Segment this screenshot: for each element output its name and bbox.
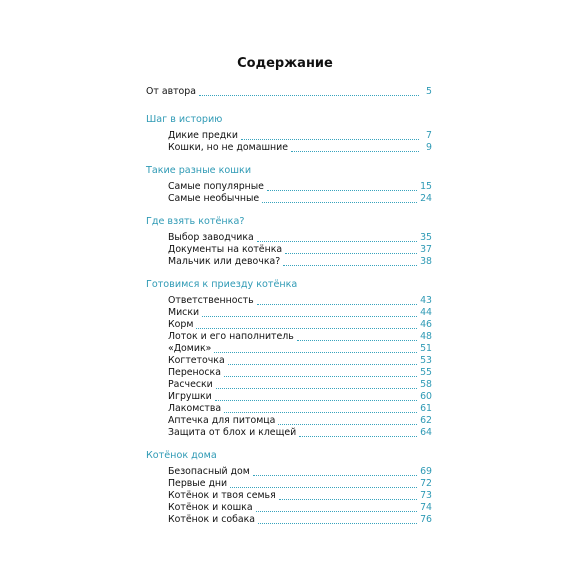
toc-entry-page: 58 xyxy=(420,379,432,390)
toc-entry[interactable] xyxy=(168,181,432,193)
toc-entry[interactable] xyxy=(168,244,432,256)
toc-entry-page: 55 xyxy=(420,367,432,378)
toc-entry[interactable] xyxy=(168,367,432,379)
dot-leader xyxy=(202,315,417,317)
toc-entry-label: Защита от блох и клещей xyxy=(168,427,297,438)
toc-entry-page: 48 xyxy=(420,331,432,342)
dot-leader xyxy=(256,510,417,512)
toc-entry[interactable] xyxy=(168,415,432,427)
toc-entry-label: Игрушки xyxy=(168,391,212,402)
toc-entry-page: 61 xyxy=(420,403,432,414)
toc-entry-label: Первые дни xyxy=(168,478,228,489)
toc-entry[interactable] xyxy=(168,379,432,391)
toc-entry-label: Самые необычные xyxy=(168,193,260,204)
toc-entry-page: 51 xyxy=(420,343,432,354)
dot-leader xyxy=(228,363,417,365)
dot-leader xyxy=(267,189,417,191)
toc-section xyxy=(146,165,432,205)
toc-entry-page: 64 xyxy=(420,427,432,438)
dot-leader xyxy=(278,423,417,425)
dot-leader xyxy=(224,375,417,377)
toc-entry-list xyxy=(146,232,432,268)
dot-leader xyxy=(216,387,417,389)
toc-section-heading[interactable]: Котёнок дома xyxy=(146,450,217,461)
toc-entry-label: Дикие предки xyxy=(168,130,239,141)
toc-entry-label: «Домик» xyxy=(168,343,212,354)
toc-entry[interactable] xyxy=(168,490,432,502)
toc-entry-label: Аптечка для питомца xyxy=(168,415,276,426)
dot-leader xyxy=(257,240,417,242)
toc-sections xyxy=(146,114,432,526)
toc-entry[interactable] xyxy=(168,256,432,268)
toc-entry[interactable] xyxy=(168,193,432,205)
toc-entry-page: 76 xyxy=(420,514,432,525)
table-of-contents xyxy=(146,86,432,537)
toc-entry[interactable] xyxy=(168,232,432,244)
toc-entry[interactable] xyxy=(168,142,432,154)
toc-entry-label: Мальчик или девочка? xyxy=(168,256,281,267)
toc-entry-label: Миски xyxy=(168,307,200,318)
toc-entry-label: Безопасный дом xyxy=(168,466,250,477)
toc-entry-label: Документы на котёнка xyxy=(168,244,283,255)
toc-entry-intro[interactable] xyxy=(146,86,432,98)
dot-leader xyxy=(196,327,417,329)
toc-entry-page: 62 xyxy=(420,415,432,426)
toc-entry-label: Выбор заводчика xyxy=(168,232,254,243)
toc-entry[interactable] xyxy=(168,130,432,142)
toc-section-heading[interactable]: Где взять котёнка? xyxy=(146,216,245,227)
toc-entry[interactable] xyxy=(168,331,432,343)
dot-leader xyxy=(230,486,417,488)
dot-leader xyxy=(257,303,417,305)
toc-entry-page: 44 xyxy=(420,307,432,318)
toc-entry-label: Котёнок и собака xyxy=(168,514,256,525)
toc-entry-page: 53 xyxy=(420,355,432,366)
dot-leader xyxy=(214,351,417,353)
toc-entry-list xyxy=(146,466,432,526)
toc-entry-label: Когтеточка xyxy=(168,355,225,366)
toc-entry-page: 73 xyxy=(420,490,432,501)
dot-leader xyxy=(215,399,417,401)
dot-leader xyxy=(258,522,417,524)
toc-entry[interactable] xyxy=(168,403,432,415)
toc-section-heading[interactable]: Шаг в историю xyxy=(146,114,223,125)
toc-entry-label: Котёнок и кошка xyxy=(168,502,253,513)
toc-entry-page: 72 xyxy=(420,478,432,489)
toc-entry[interactable] xyxy=(168,391,432,403)
dot-leader xyxy=(253,474,417,476)
toc-entry-label: Корм xyxy=(168,319,194,330)
toc-section xyxy=(146,216,432,268)
toc-entry[interactable] xyxy=(168,307,432,319)
dot-leader xyxy=(224,411,417,413)
toc-entry-label: Ответственность xyxy=(168,295,254,306)
page-title: Содержание xyxy=(237,56,333,71)
toc-entry[interactable] xyxy=(168,502,432,514)
toc-section xyxy=(146,279,432,439)
toc-section xyxy=(146,114,432,154)
dot-leader xyxy=(291,150,419,152)
toc-entry-label: Лакомства xyxy=(168,403,222,414)
toc-entry-label: Расчески xyxy=(168,379,213,390)
toc-entry-page: 15 xyxy=(420,181,432,192)
toc-entry-label: Лоток и его наполнитель xyxy=(168,331,294,342)
toc-entry[interactable] xyxy=(168,295,432,307)
toc-entry-page: 37 xyxy=(420,244,432,255)
toc-section xyxy=(146,450,432,526)
toc-entry-page: 9 xyxy=(426,142,432,153)
toc-entry-list xyxy=(146,295,432,439)
dot-leader xyxy=(262,201,417,203)
toc-entry-page: 24 xyxy=(420,193,432,204)
toc-entry[interactable] xyxy=(168,319,432,331)
toc-section-heading[interactable]: Такие разные кошки xyxy=(146,165,252,176)
toc-entry-page: 43 xyxy=(420,295,432,306)
toc-entry-page: 46 xyxy=(420,319,432,330)
toc-entry[interactable] xyxy=(168,343,432,355)
toc-entry-page: 7 xyxy=(426,130,432,141)
dot-leader xyxy=(285,252,417,254)
dot-leader xyxy=(299,435,417,437)
dot-leader xyxy=(279,498,417,500)
toc-entry-label: Переноска xyxy=(168,367,221,378)
toc-entry[interactable] xyxy=(168,466,432,478)
toc-entry-page: 5 xyxy=(426,86,432,97)
dot-leader xyxy=(241,138,419,140)
toc-entry-page: 35 xyxy=(420,232,432,243)
toc-entry-page: 60 xyxy=(420,391,432,402)
toc-entry-page: 74 xyxy=(420,502,432,513)
toc-entry[interactable] xyxy=(168,427,432,439)
toc-entry-label: Самые популярные xyxy=(168,181,264,192)
toc-entry[interactable] xyxy=(168,514,432,526)
toc-entry-page: 69 xyxy=(420,466,432,477)
dot-leader xyxy=(199,94,419,96)
toc-entry-label: Котёнок и твоя семья xyxy=(168,490,276,501)
toc-entry-page: 38 xyxy=(420,256,432,267)
toc-entry-label: От автора xyxy=(146,86,196,97)
toc-section-heading[interactable]: Готовимся к приезду котёнка xyxy=(146,279,298,290)
toc-entry-label: Кошки, но не домашние xyxy=(168,142,289,153)
toc-entry[interactable] xyxy=(168,355,432,367)
toc-entry[interactable] xyxy=(168,478,432,490)
toc-entry-list xyxy=(146,181,432,205)
dot-leader xyxy=(283,264,417,266)
dot-leader xyxy=(297,339,417,341)
toc-entry-list xyxy=(146,130,432,154)
